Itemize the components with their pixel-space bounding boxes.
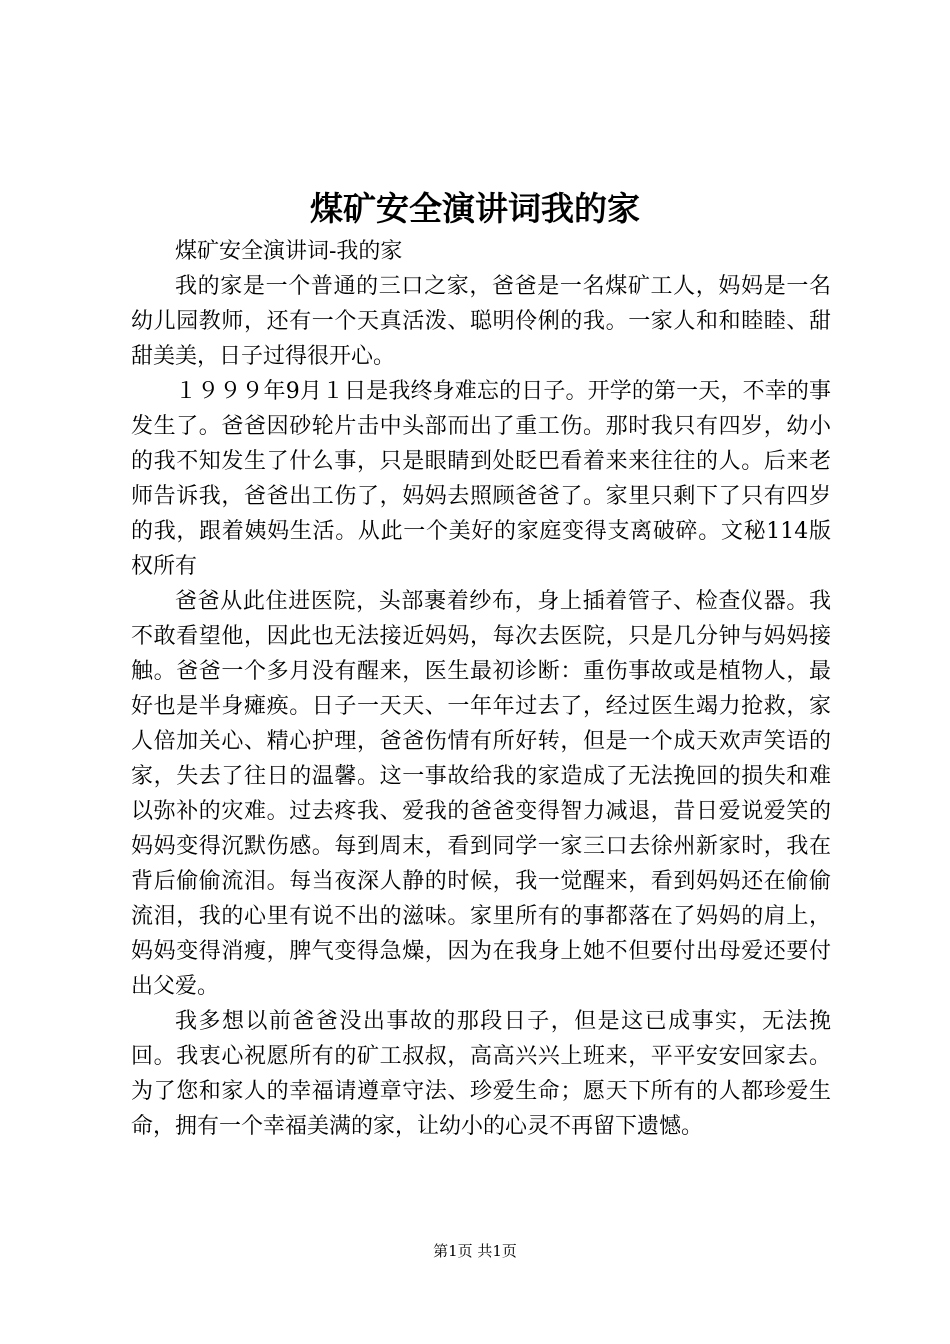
- body-paragraph: 爸爸从此住进医院，头部裹着纱布，身上插着管子、检查仪器。我不敢看望他，因此也无法接近妈妈，每次去医院，只是几分钟与妈妈接触。爸爸一个多月没有醒来，医生最初诊断：重伤事故或是植物人，最好也是半身瘫痪。日子一天天、一年年过去了，经过医生竭力抢救，家人倍加关心、精心护理，爸爸伤情有所好转，但是一个成天欢声笑语的家，失去了往日的温馨。这一事故给我的家造成了无法挽回的损失和难以弥补的灾难。过去疼我、爱我的爸爸变得智力减退，昔日爱说爱笑的妈妈变得沉默伤感。每到周末，看到同学一家三口去徐州新家时，我在背后偷偷流泪。每当夜深人静的时候，我一觉醒来，看到妈妈还在偷偷流泪，我的心里有说不出的滋味。家里所有的事都落在了妈妈的肩上，妈妈变得消瘦，脾气变得急燥，因为在我身上她不但要付出母爱还要付出父爱。: [131, 589, 831, 999]
- body-paragraph: 我的家是一个普通的三口之家，爸爸是一名煤矿工人，妈妈是一名幼儿园教师，还有一个天真活泼、聪明伶俐的我。一家人和和睦睦、甜甜美美，日子过得很开心。: [131, 274, 831, 369]
- page-footer: 第1页 共1页: [433, 1242, 517, 1260]
- body-paragraph: 我多想以前爸爸没出事故的那段日子，但是这已成事实，无法挽回。我衷心祝愿所有的矿工叔叔，高高兴兴上班来，平平安安回家去。为了您和家人的幸福请遵章守法、珍爱生命；愿天下所有的人都珍爱生命，拥有一个幸福美满的家，让幼小的心灵不再留下遗憾。: [131, 1009, 831, 1139]
- document-body: [131, 234, 831, 1144]
- body-paragraph: １９９９年9月１日是我终身难忘的日子。开学的第一天，不幸的事发生了。爸爸因砂轮片击中头部而出了重工伤。那时我只有四岁，幼小的我不知发生了什么事，只是眼睛到处眨巴看着来来往往的人。后来老师告诉我，爸爸出工伤了，妈妈去照顾爸爸了。家里只剩下了只有四岁的我，跟着姨妈生活。从此一个美好的家庭变得支离破碎。文秘114版权所有: [131, 379, 831, 579]
- document-title: 煤矿安全演讲词我的家: [310, 189, 640, 228]
- subtitle-paragraph: 煤矿安全演讲词-我的家: [175, 239, 403, 264]
